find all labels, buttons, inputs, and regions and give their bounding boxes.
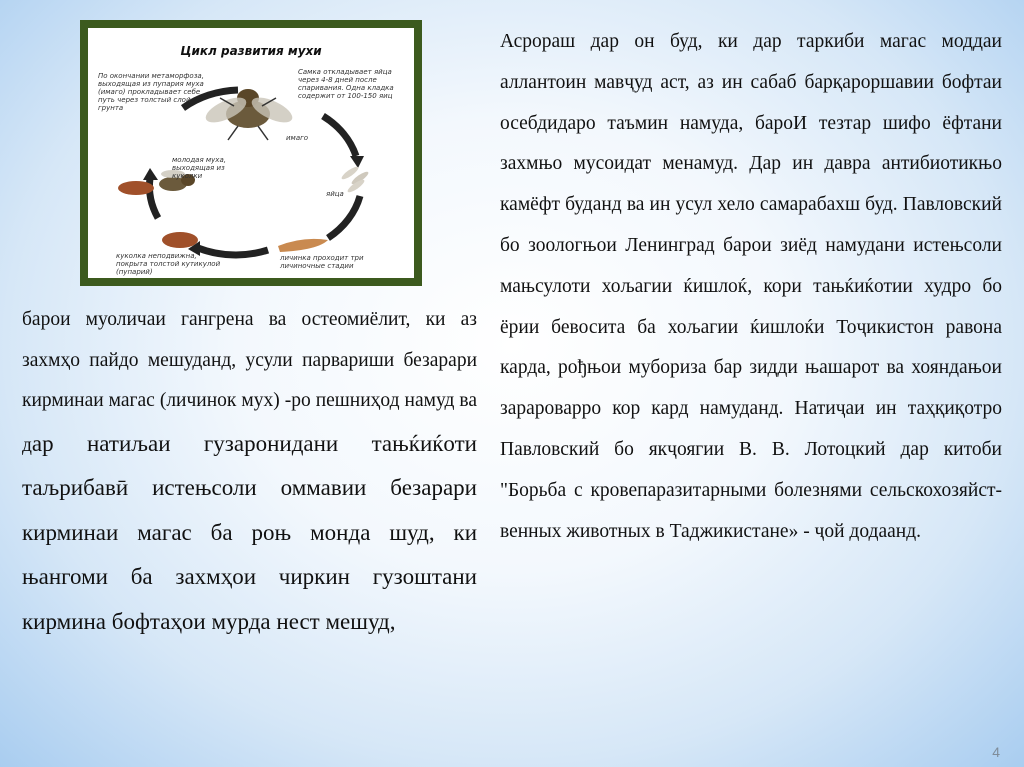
arrow-arc-top-right — [323, 116, 356, 156]
label-emergence: По окончании метаморфоза, выходящая из пупария муха (имаго) прокладывает себе путь через толстый слой грунта — [98, 72, 204, 112]
label-larva: личинка проходит три личиночные стадии — [280, 254, 364, 270]
pupa-icon — [162, 232, 198, 248]
figure-panel — [88, 28, 414, 278]
larva-icon — [278, 239, 328, 252]
left-paragraph-part2: ар натиљаи гузаронидани тањќиќоти таљрибавӣ истењсоли оммавии безарари кирминаи магас ба роњ монда шуд, ки њангоми ба захмҳои чиркин гузоштани кирмина бофтаҳои мурда нест мешуд, — [22, 430, 477, 634]
right-text-column — [500, 22, 1002, 552]
left-text-column — [22, 300, 477, 644]
eggs-icon — [340, 165, 370, 194]
left-paragraph-part1: барои муоличаи гангрена ва остеомиёлит, ки аз захмҳо пайдо мешуданд, усули парвариши безарари кирминаи магас (личинок мух) -ро пешниҳод намуд ва д — [22, 309, 477, 456]
lifecycle-diagram — [88, 28, 414, 278]
label-eggs: яйца — [326, 190, 344, 198]
arrow-arc-bottom-right — [328, 196, 360, 238]
page-number: 4 — [992, 744, 1000, 760]
arrow-head-left — [143, 168, 158, 180]
label-young-fly: молодая муха, выходящая из куколки — [172, 156, 226, 180]
figure-title: Цикл развития мухи — [180, 44, 322, 58]
right-paragraph: Асрораш дар он буд, ки дар таркиби магас моддаи аллантоин мавҷуд аст, аз ин сабаб барқароршавии бофтаи осебдидаро таъмин намуда, бароИ тезтар шифо ёфтани захмњо мусоидат менамуд. Дар ин давра антибиотикњо камёфт буданд ва ин усул хело самарабахш буд. Павловский бо зоологњои Ленинград барои зиёд намудани истењсоли мањсулоти хољагии ќишлоќ, кори тањќиќотии худро бо ёрии бевосита ба хољагии ќишлоќи Тоҷикистон равона карда, рођњои мубориза бар зидди њашарот ва хояндањои зарароварро кор кард намуданд. Натиҷаи ин таҳқиқотро Павловский бо якҷоягии В. В. Лотоцкий дар китоби "Борьба с кровепаразитарными болезнями сельскохозяйст-венных животных в Таджикистане» - ҷой додаанд. — [500, 31, 1002, 542]
label-egg-laying: Самка откладывает яйца через 4-8 дней после спаривания. Одна кладка содержит от 100-150 яиц — [298, 68, 394, 100]
adult-fly-icon — [202, 89, 295, 140]
label-imago: имаго — [286, 134, 309, 142]
fly-lifecycle-figure — [80, 20, 422, 286]
label-pupa: куколка неподвижна, покрыта толстой кутикулой (пупарий) — [116, 252, 221, 276]
arrow-head-right — [350, 156, 364, 168]
